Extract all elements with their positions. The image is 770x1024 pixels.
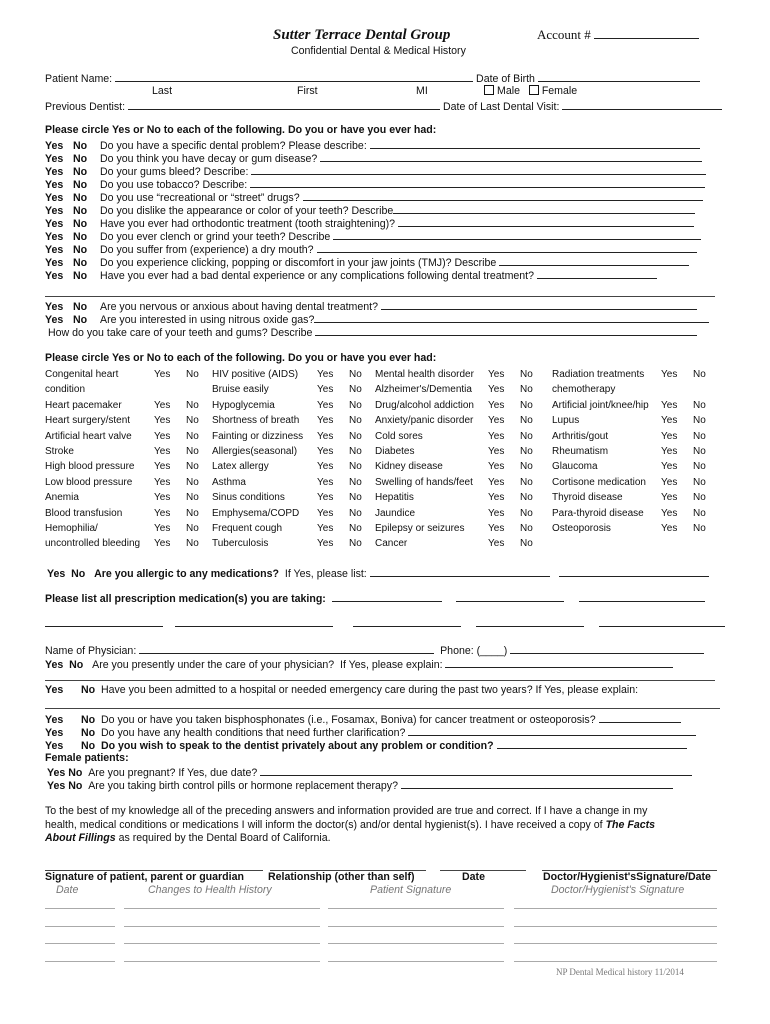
- yes-no-option[interactable]: Yes No: [317, 461, 362, 473]
- last-visit-field[interactable]: [562, 99, 722, 110]
- yes-no-option[interactable]: Yes No: [317, 538, 362, 550]
- medication-field[interactable]: [599, 616, 725, 627]
- answer-line[interactable]: [45, 680, 715, 681]
- history-line[interactable]: [45, 943, 115, 944]
- yes-no-option[interactable]: Yes No: [154, 522, 199, 534]
- history-line[interactable]: [328, 943, 504, 944]
- doctor-signature-label: Doctor/Hygienist'sSignature/Date: [543, 871, 711, 883]
- clarification-field[interactable]: [408, 725, 696, 736]
- history-line[interactable]: [514, 961, 717, 962]
- yes-no-option[interactable]: Yes No: [488, 507, 533, 519]
- yes-no-option[interactable]: [661, 536, 706, 551]
- yes-no-option[interactable]: Yes No: [154, 538, 199, 550]
- name-mi-label: MI: [416, 85, 428, 97]
- history-line[interactable]: [514, 943, 717, 944]
- yes-no-option[interactable]: Yes No: [154, 430, 199, 442]
- history-patient-header: Patient Signature: [370, 884, 452, 896]
- yes-no-option[interactable]: Yes No: [488, 384, 533, 396]
- phone-field[interactable]: [510, 643, 704, 654]
- name-last-label: Last: [152, 85, 173, 97]
- answer-line[interactable]: [45, 708, 720, 709]
- yes-no-option[interactable]: Yes No: [154, 369, 199, 380]
- yes-no-option[interactable]: Yes No: [488, 461, 533, 473]
- history-changes-header: Changes to Health History: [148, 884, 272, 896]
- patient-name-row: Patient Name: Date of Birth: [45, 71, 700, 86]
- name-first-label: First: [297, 85, 318, 97]
- history-line[interactable]: [124, 926, 320, 927]
- dental-question: Yes No Do you use “recreational or “street” drugs?: [45, 190, 725, 203]
- female-checkbox[interactable]: [529, 85, 539, 95]
- gender-options: Male Female: [484, 85, 577, 98]
- yes-no-option[interactable]: Yes No: [661, 507, 706, 519]
- yes-no-option[interactable]: Yes No: [488, 538, 533, 550]
- yes-no-option[interactable]: Yes No: [661, 492, 706, 504]
- medication-field[interactable]: [332, 591, 442, 602]
- form-title: Sutter Terrace Dental Group: [273, 27, 451, 43]
- yes-no-option[interactable]: Yes No: [154, 461, 199, 473]
- dental-question: Yes No Are you interested in using nitrous oxide gas?: [45, 312, 725, 325]
- medication-field[interactable]: [175, 616, 333, 627]
- history-line[interactable]: [328, 961, 504, 962]
- yes-no-option[interactable]: Yes No: [317, 492, 362, 504]
- yes-no-option[interactable]: Yes No: [317, 507, 362, 519]
- bisphos-row: Yes No Do you or have you taken bisphosphonates (i.e., Fosamax, Boniva) for cancer treatment or osteoporosis?: [45, 712, 681, 727]
- care-explain-field[interactable]: [445, 657, 673, 668]
- yes-no-option[interactable]: Yes No: [317, 522, 362, 534]
- yes-no-option[interactable]: Yes No: [154, 492, 199, 504]
- account-label: Account #: [537, 28, 699, 41]
- account-field[interactable]: [594, 28, 699, 39]
- history-line[interactable]: [124, 961, 320, 962]
- yes-no-option[interactable]: Yes No: [661, 445, 706, 457]
- yes-no-option[interactable]: Yes No: [154, 415, 199, 427]
- section2-heading: Please circle Yes or No to each of the following. Do you or have you ever had:: [45, 352, 437, 364]
- allergy-field[interactable]: [370, 566, 550, 577]
- history-line[interactable]: [328, 926, 504, 927]
- physician-name-field[interactable]: [139, 643, 434, 654]
- yes-no-option[interactable]: Yes No: [661, 399, 706, 411]
- dental-questions: [45, 138, 725, 281]
- dental-question: Yes No Do you think you have decay or gum disease?: [45, 151, 725, 164]
- medication-lines: [45, 616, 725, 631]
- form-footer: NP Dental Medical history 11/2014: [556, 967, 684, 977]
- history-line[interactable]: [514, 926, 717, 927]
- private-field[interactable]: [497, 738, 687, 749]
- yes-no-option[interactable]: Yes No: [661, 430, 706, 442]
- yes-no-option[interactable]: Yes No: [154, 476, 199, 488]
- patient-name-field[interactable]: [115, 71, 473, 82]
- history-line[interactable]: [45, 908, 115, 909]
- yes-no-option[interactable]: Yes No: [317, 476, 362, 488]
- yes-no-option[interactable]: Yes No: [317, 430, 362, 442]
- private-row: Yes No Do you wish to speak to the dentist privately about any problem or condition?: [45, 738, 687, 753]
- conditions-yn2[interactable]: [317, 367, 362, 552]
- signature-label: Signature of patient, parent or guardian: [45, 871, 244, 883]
- yes-no-option[interactable]: Yes No: [317, 415, 362, 427]
- clarification-row: Yes No Do you have any health conditions that need further clarification?: [45, 725, 696, 740]
- dental-question: Yes No Have you ever had a bad dental experience or any complications following dental treatment?: [45, 268, 725, 281]
- care-question: How do you take care of your teeth and gums? Describe: [45, 325, 725, 338]
- physician-row: Name of Physician: Phone: (____): [45, 643, 704, 658]
- medication-field[interactable]: [456, 591, 564, 602]
- dental-question: Yes No Have you ever had orthodontic treatment (tooth straightening)?: [45, 216, 725, 229]
- previous-dentist-row: Previous Dentist: Date of Last Dental Visit:: [45, 99, 722, 114]
- anxiety-questions: [45, 299, 725, 338]
- dental-question: Yes No Do you have a specific dental problem? Please describe:: [45, 138, 725, 151]
- yes-no-option[interactable]: Yes No: [488, 522, 533, 534]
- dental-question: Yes No Are you nervous or anxious about having dental treatment?: [45, 299, 725, 312]
- bisphos-field[interactable]: [599, 712, 681, 723]
- history-line[interactable]: [328, 908, 504, 909]
- prescription-row: Please list all prescription medication(s) you are taking:: [45, 591, 705, 606]
- section1-heading: Please circle Yes or No to each of the following. Do you or have you ever had:: [45, 124, 437, 136]
- yes-no-option[interactable]: Yes No: [488, 369, 533, 380]
- dental-question: Yes No Do you ever clench or grind your teeth? Describe: [45, 229, 725, 242]
- history-line[interactable]: [514, 908, 717, 909]
- medication-field[interactable]: [579, 591, 705, 602]
- dental-question: Yes No Do your gums bleed? Describe:: [45, 164, 725, 177]
- history-date-header: Date: [56, 884, 79, 896]
- conditions-yn4[interactable]: [661, 367, 706, 552]
- dental-question: Yes No Do you suffer from (experience) a dry mouth?: [45, 242, 725, 255]
- medication-field[interactable]: [476, 616, 584, 627]
- physician-care-row: Yes No Are you presently under the care of your physician? If Yes, please explain:: [45, 657, 673, 672]
- birth-control-field[interactable]: [401, 778, 673, 789]
- dob-field[interactable]: [538, 71, 700, 82]
- yes-no-option[interactable]: Yes No: [488, 445, 533, 457]
- conditions-col2: HIV positive (AIDS) Bruise easily Hypoglycemia Shortness of breath Fainting or dizziness Allergies(seasonal) Latex allergy Asthma Sinus conditions Emphysema/COPD Frequent cough Tuberculosis: [212, 369, 304, 550]
- yes-no-option[interactable]: Yes No: [154, 507, 199, 519]
- conditions-col3: Mental health disorder Alzheimer's/Dementia Drug/alcohol addiction Anxiety/panic disorder Cold sores Diabetes Kidney disease Swelling of hands/feet Hepatitis Jaundice Epilepsy or seizures Cancer: [375, 369, 474, 550]
- history-line[interactable]: [45, 961, 115, 962]
- yes-no-option[interactable]: Yes No: [317, 369, 362, 380]
- consent-statement: To the best of my knowledge all of the preceding answers and information provided are true and correct. If I have a change in my health, medical conditions or medications I will inform the doctor(s) and/or dental hygienist(s). I have received a copy of The Facts About Fillings as required by the Dental Board of California.: [45, 805, 656, 844]
- yes-no-option[interactable]: Yes No: [154, 445, 199, 457]
- yes-no-option[interactable]: Yes No: [661, 415, 706, 427]
- yes-no-option[interactable]: Yes No: [488, 399, 533, 411]
- relationship-label: Relationship (other than self): [268, 871, 415, 883]
- yes-no-option[interactable]: Yes No: [488, 492, 533, 504]
- yes-no-option[interactable]: Yes No: [661, 522, 706, 534]
- yes-no-option[interactable]: [154, 382, 199, 397]
- yes-no-option[interactable]: Yes No: [317, 445, 362, 457]
- history-line[interactable]: [124, 943, 320, 944]
- history-doctor-header: Doctor/Hygienist's Signature: [551, 884, 685, 896]
- medication-field[interactable]: [353, 616, 461, 627]
- allergy-field-2[interactable]: [559, 566, 709, 577]
- pregnant-row: Yes No Are you pregnant? If Yes, due date?: [47, 765, 692, 780]
- date-label: Date: [462, 871, 485, 883]
- due-date-field[interactable]: [260, 765, 692, 776]
- yes-no-option[interactable]: Yes No: [661, 369, 706, 380]
- yes-no-option[interactable]: Yes No: [317, 399, 362, 411]
- dental-question: Yes No Do you experience clicking, popping or discomfort in your jaw joints (TMJ)? Describe: [45, 255, 725, 268]
- history-line[interactable]: [45, 926, 115, 927]
- female-heading: Female patients:: [45, 752, 129, 764]
- answer-line[interactable]: [45, 296, 715, 297]
- history-line[interactable]: [124, 908, 320, 909]
- yes-no-option[interactable]: Yes No: [488, 476, 533, 488]
- yes-no-option[interactable]: Yes No: [154, 399, 199, 411]
- yes-no-option[interactable]: Yes No: [661, 476, 706, 488]
- allergy-row: Yes No Are you allergic to any medications? If Yes, please list:: [47, 566, 709, 581]
- male-checkbox[interactable]: [484, 85, 494, 95]
- conditions-col1: Congenital heart condition Heart pacemaker Heart surgery/stent Artificial heart valve Stroke High blood pressure Low blood pressure Anemia Blood transfusion Hemophilia/ uncontrolled bleeding: [45, 369, 141, 550]
- dental-question: Yes No Do you dislike the appearance or color of your teeth? Describe: [45, 203, 725, 216]
- medication-field[interactable]: [45, 616, 163, 627]
- form-subtitle: Confidential Dental & Medical History: [291, 45, 466, 57]
- yes-no-option[interactable]: Yes No: [488, 415, 533, 427]
- hospital-row: Yes No Have you been admitted to a hospital or needed emergency care during the past two years? If Yes, please explain:: [45, 684, 639, 696]
- conditions-col4: Radiation treatments chemotherapy Artificial joint/knee/hip Lupus Arthritis/gout Rheumatism Glaucoma Cortisone medication Thyroid disease Para-thyroid disease Osteoporosis: [552, 369, 649, 534]
- yes-no-option[interactable]: Yes No: [488, 430, 533, 442]
- yes-no-option[interactable]: Yes No: [661, 461, 706, 473]
- previous-dentist-field[interactable]: [128, 99, 440, 110]
- conditions-yn3[interactable]: [488, 367, 533, 552]
- dental-question: Yes No Do you use tobacco? Describe:: [45, 177, 725, 190]
- yes-no-option[interactable]: Yes No: [317, 384, 362, 396]
- conditions-yn1[interactable]: [154, 367, 199, 552]
- birth-control-row: Yes No Are you taking birth control pills or hormone replacement therapy?: [47, 778, 673, 793]
- yes-no-option[interactable]: [661, 382, 706, 397]
